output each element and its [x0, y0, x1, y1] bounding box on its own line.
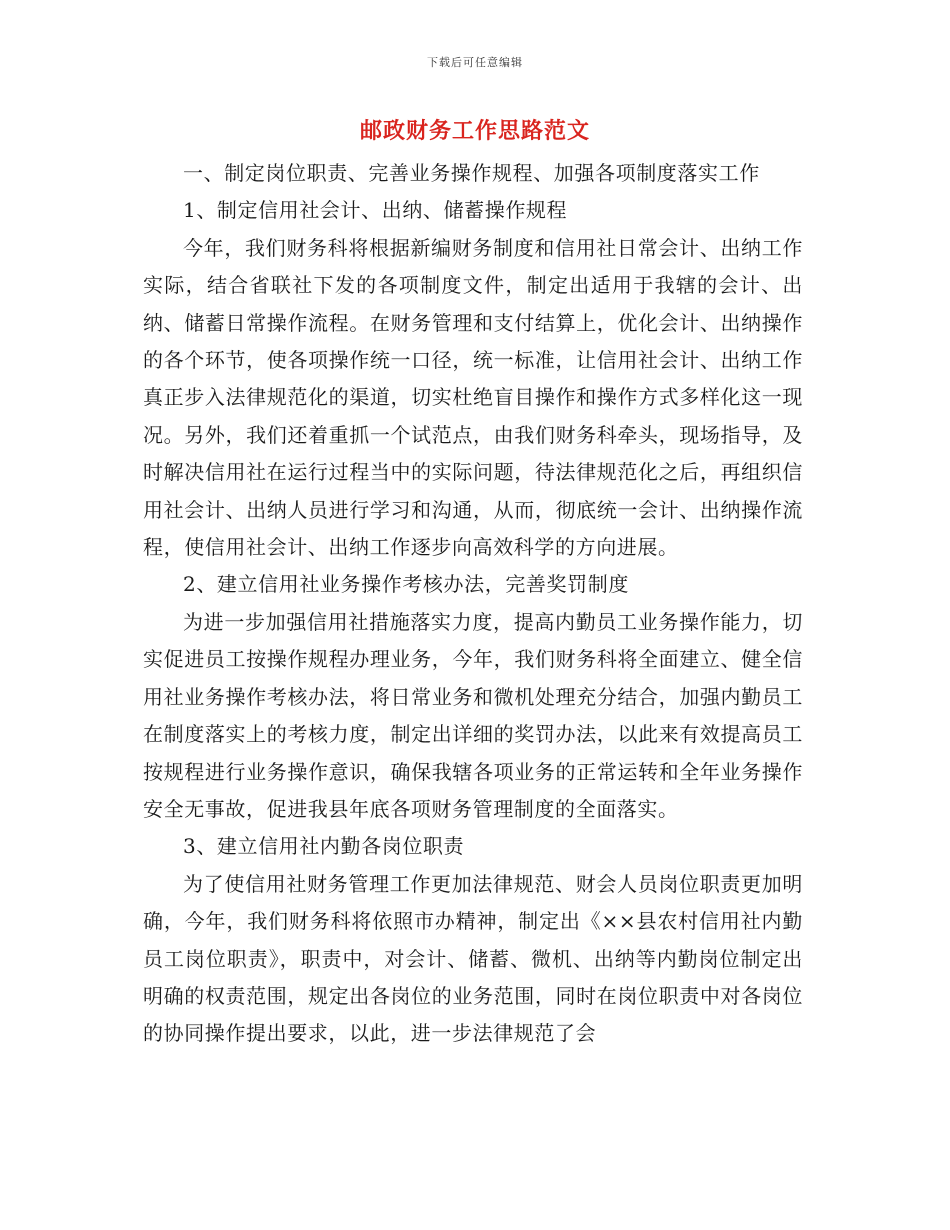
document-body — [143, 155, 803, 1053]
header-note: 下载后可任意编辑 — [427, 56, 523, 69]
subsection-heading-3: 3、建立信用社内勤各岗位职责 — [183, 834, 465, 859]
document-title: 邮政财务工作思路范文 — [359, 118, 590, 144]
subsection-heading-2: 2、建立信用社业务操作考核办法，完善奖罚制度 — [183, 572, 629, 597]
body-paragraph-3: 为了使信用社财务管理工作更加法律规范、财会人员岗位职责更加明确，今年，我们财务科将依照市办精神，制定出《××县农村信用社内勤员工岗位职责》，职责中，对会计、储蓄、微机、出纳等内勤岗位制定出明确的权责范围，规定出各岗位的业务范围，同时在岗位职责中对各岗位的协同操作提出要求，以此，进一步法律规范了会 — [143, 871, 803, 1046]
body-paragraph-2: 为进一步加强信用社措施落实力度，提高内勤员工业务操作能力，切实促进员工按操作规程办理业务，今年，我们财务科将全面建立、健全信用社业务操作考核办法，将日常业务和微机处理充分结合，加强内勤员工在制度落实上的考核力度，制定出详细的奖罚办法，以此来有效提高员工按规程进行业务操作意识，确保我辖各项业务的正常运转和全年业务操作安全无事故，促进我县年底各项财务管理制度的全面落实。 — [143, 609, 803, 821]
section-heading-1: 一、制定岗位职责、完善业务操作规程、加强各项制度落实工作 — [183, 161, 760, 185]
subsection-heading-1: 1、制定信用社会计、出纳、储蓄操作规程 — [183, 198, 568, 223]
body-paragraph-1: 今年，我们财务科将根据新编财务制度和信用社日常会计、出纳工作实际，结合省联社下发的各项制度文件，制定出适用于我辖的会计、出纳、储蓄日常操作流程。在财务管理和支付结算上，优化会计、出纳操作的各个环节，使各项操作统一口径，统一标准，让信用社会计、出纳工作真正步入法律规范化的渠道，切实杜绝盲目操作和操作方式多样化这一现况。另外，我们还着重抓一个试范点，由我们财务科牵头，现场指导，及时解决信用社在运行过程当中的实际问题，待法律规范化之后，再组织信用社会计、出纳人员进行学习和沟通，从而，彻底统一会计、出纳操作流程，使信用社会计、出纳工作逐步向高效科学的方向进展。 — [143, 235, 803, 560]
